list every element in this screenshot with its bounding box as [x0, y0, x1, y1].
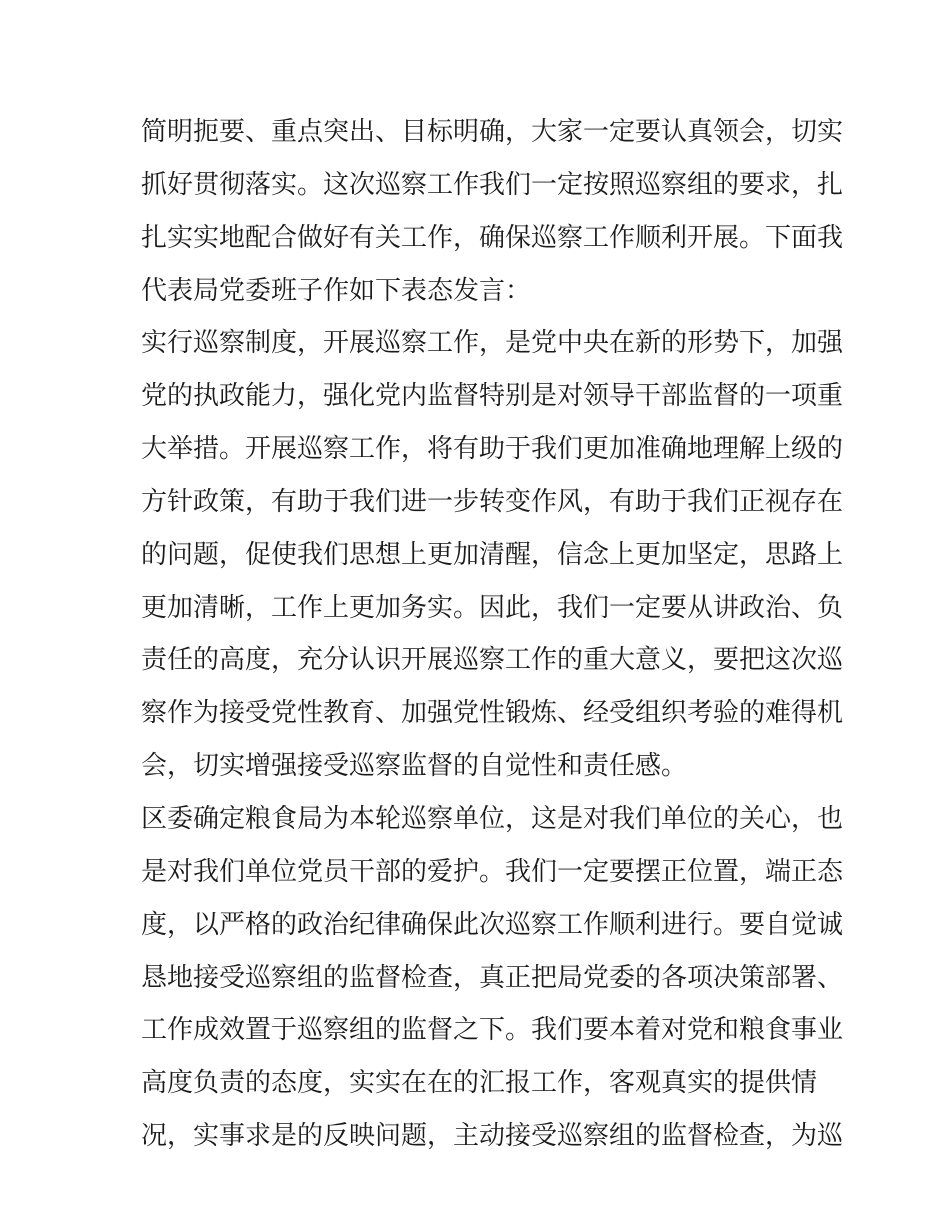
text-line: 实行巡察制度，开展巡察工作，是党中央在新的形势下，加强 [141, 328, 844, 359]
text-line: 方针政策，有助于我们进一步转变作风，有助于我们正视存在 [141, 486, 844, 517]
text-line: 会，切实增强接受巡察监督的自觉性和责任感。 [141, 751, 688, 782]
text-line: 抓好贯彻落实。这次巡察工作我们一定按照巡察组的要求，扎 [141, 169, 844, 200]
text-line: 代表局党委班子作如下表态发言： [141, 275, 532, 306]
text-line: 况，实事求是的反映问题，主动接受巡察组的监督检查，为巡 [141, 1121, 844, 1152]
text-line: 党的执政能力，强化党内监督特别是对领导干部监督的一项重 [141, 381, 844, 412]
text-line: 是对我们单位党员干部的爱护。我们一定要摆正位置，端正态 [141, 856, 844, 887]
text-line: 察作为接受党性教育、加强党性锻炼、经受组织考验的难得机 [141, 698, 844, 729]
text-line: 度，以严格的政治纪律确保此次巡察工作顺利进行。要自觉诚 [141, 909, 844, 940]
text-line: 的问题，促使我们思想上更加清醒，信念上更加坚定，思路上 [141, 539, 844, 570]
text-line: 大举措。开展巡察工作，将有助于我们更加准确地理解上级的 [141, 434, 844, 465]
text-line: 区委确定粮食局为本轮巡察单位，这是对我们单位的关心，也 [141, 803, 844, 834]
text-line: 扎实实地配合做好有关工作，确保巡察工作顺利开展。下面我 [141, 222, 844, 253]
body-text [141, 106, 844, 1163]
text-line: 恳地接受巡察组的监督检查，真正把局党委的各项决策部署、 [141, 962, 844, 993]
text-line: 简明扼要、重点突出、目标明确，大家一定要认真领会，切实 [141, 117, 844, 147]
text-line: 责任的高度，充分认识开展巡察工作的重大意义，要把这次巡 [141, 645, 844, 676]
text-line: 更加清晰，工作上更加务实。因此，我们一定要从讲政治、负 [141, 592, 844, 623]
text-line: 工作成效置于巡察组的监督之下。我们要本着对党和粮食事业 [141, 1015, 844, 1046]
text-line: 高度负责的态度，实实在在的汇报工作，客观真实的提供情 [141, 1068, 818, 1099]
